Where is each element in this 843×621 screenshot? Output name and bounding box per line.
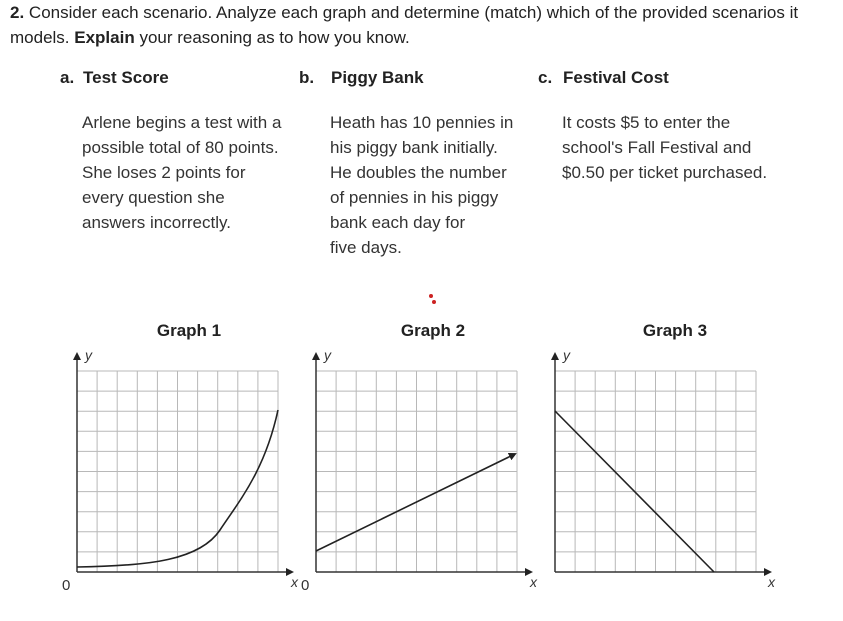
graph-2 — [301, 347, 538, 594]
graph-2-x-label: x — [530, 574, 537, 590]
question-text-part2: your reasoning as to how you know. — [134, 28, 410, 47]
graph-1-grid — [77, 371, 278, 572]
scenario-c-line: school's Fall Festival and — [562, 138, 752, 157]
graph-1-y-label: y — [85, 347, 92, 363]
scenario-a-line: She loses 2 points for — [82, 163, 246, 182]
graph-3-x-label: x — [768, 574, 775, 590]
graph-3-grid — [555, 371, 756, 572]
scenario-c-line: It costs $5 to enter the — [562, 113, 731, 132]
graph-2-title: Graph 2 — [400, 321, 466, 340]
scenario-c-line: $0.50 per ticket purchased. — [562, 163, 768, 182]
question-number: 2. — [10, 3, 25, 22]
red-dot-marker — [432, 300, 436, 304]
scenario-b-line: bank each day for — [330, 213, 466, 232]
scenario-b-line: five days. — [330, 238, 402, 257]
scenario-b-title: Piggy Bank — [331, 68, 424, 87]
scenario-b-line: of pennies in his piggy — [330, 188, 499, 207]
graph-3 — [555, 347, 776, 590]
scenario-a-line: every question she — [82, 188, 225, 207]
scenario-b-letter: b. — [299, 68, 315, 87]
scenario-b-line: Heath has 10 pennies in — [330, 113, 514, 132]
scenario-b-line: He doubles the number — [330, 163, 507, 182]
graph-3-y-label: y — [563, 347, 570, 363]
scenario-a-line: Arlene begins a test with a — [82, 113, 282, 132]
graph-2-grid — [316, 371, 517, 572]
graph-2-y-label: y — [324, 347, 331, 363]
scenario-c-title: Festival Cost — [563, 68, 669, 87]
graph-1-title: Graph 1 — [156, 321, 222, 340]
scenario-a-letter: a. — [60, 68, 75, 87]
question-text-part1: Consider each scenario. Analyze each graph and determine (match) which of the provided scenarios it models. — [10, 3, 799, 47]
graph-2-line — [316, 454, 515, 551]
scenario-a-title: Test Score — [83, 68, 169, 87]
scenario-b-line: his piggy bank initially. — [330, 138, 498, 157]
red-dot-marker — [429, 294, 433, 298]
scenario-a-line: answers incorrectly. — [82, 213, 231, 232]
graph-1-x-label: x — [291, 574, 298, 590]
scenario-a-line: possible total of 80 points. — [82, 138, 279, 157]
graph-1-origin-label: 0 — [62, 577, 71, 594]
question-bold-word: Explain — [74, 28, 135, 47]
scenario-c-letter: c. — [538, 68, 553, 87]
graph-3-title: Graph 3 — [642, 321, 708, 340]
graph-1 — [62, 347, 299, 594]
graph-2-origin-label: 0 — [301, 577, 310, 594]
